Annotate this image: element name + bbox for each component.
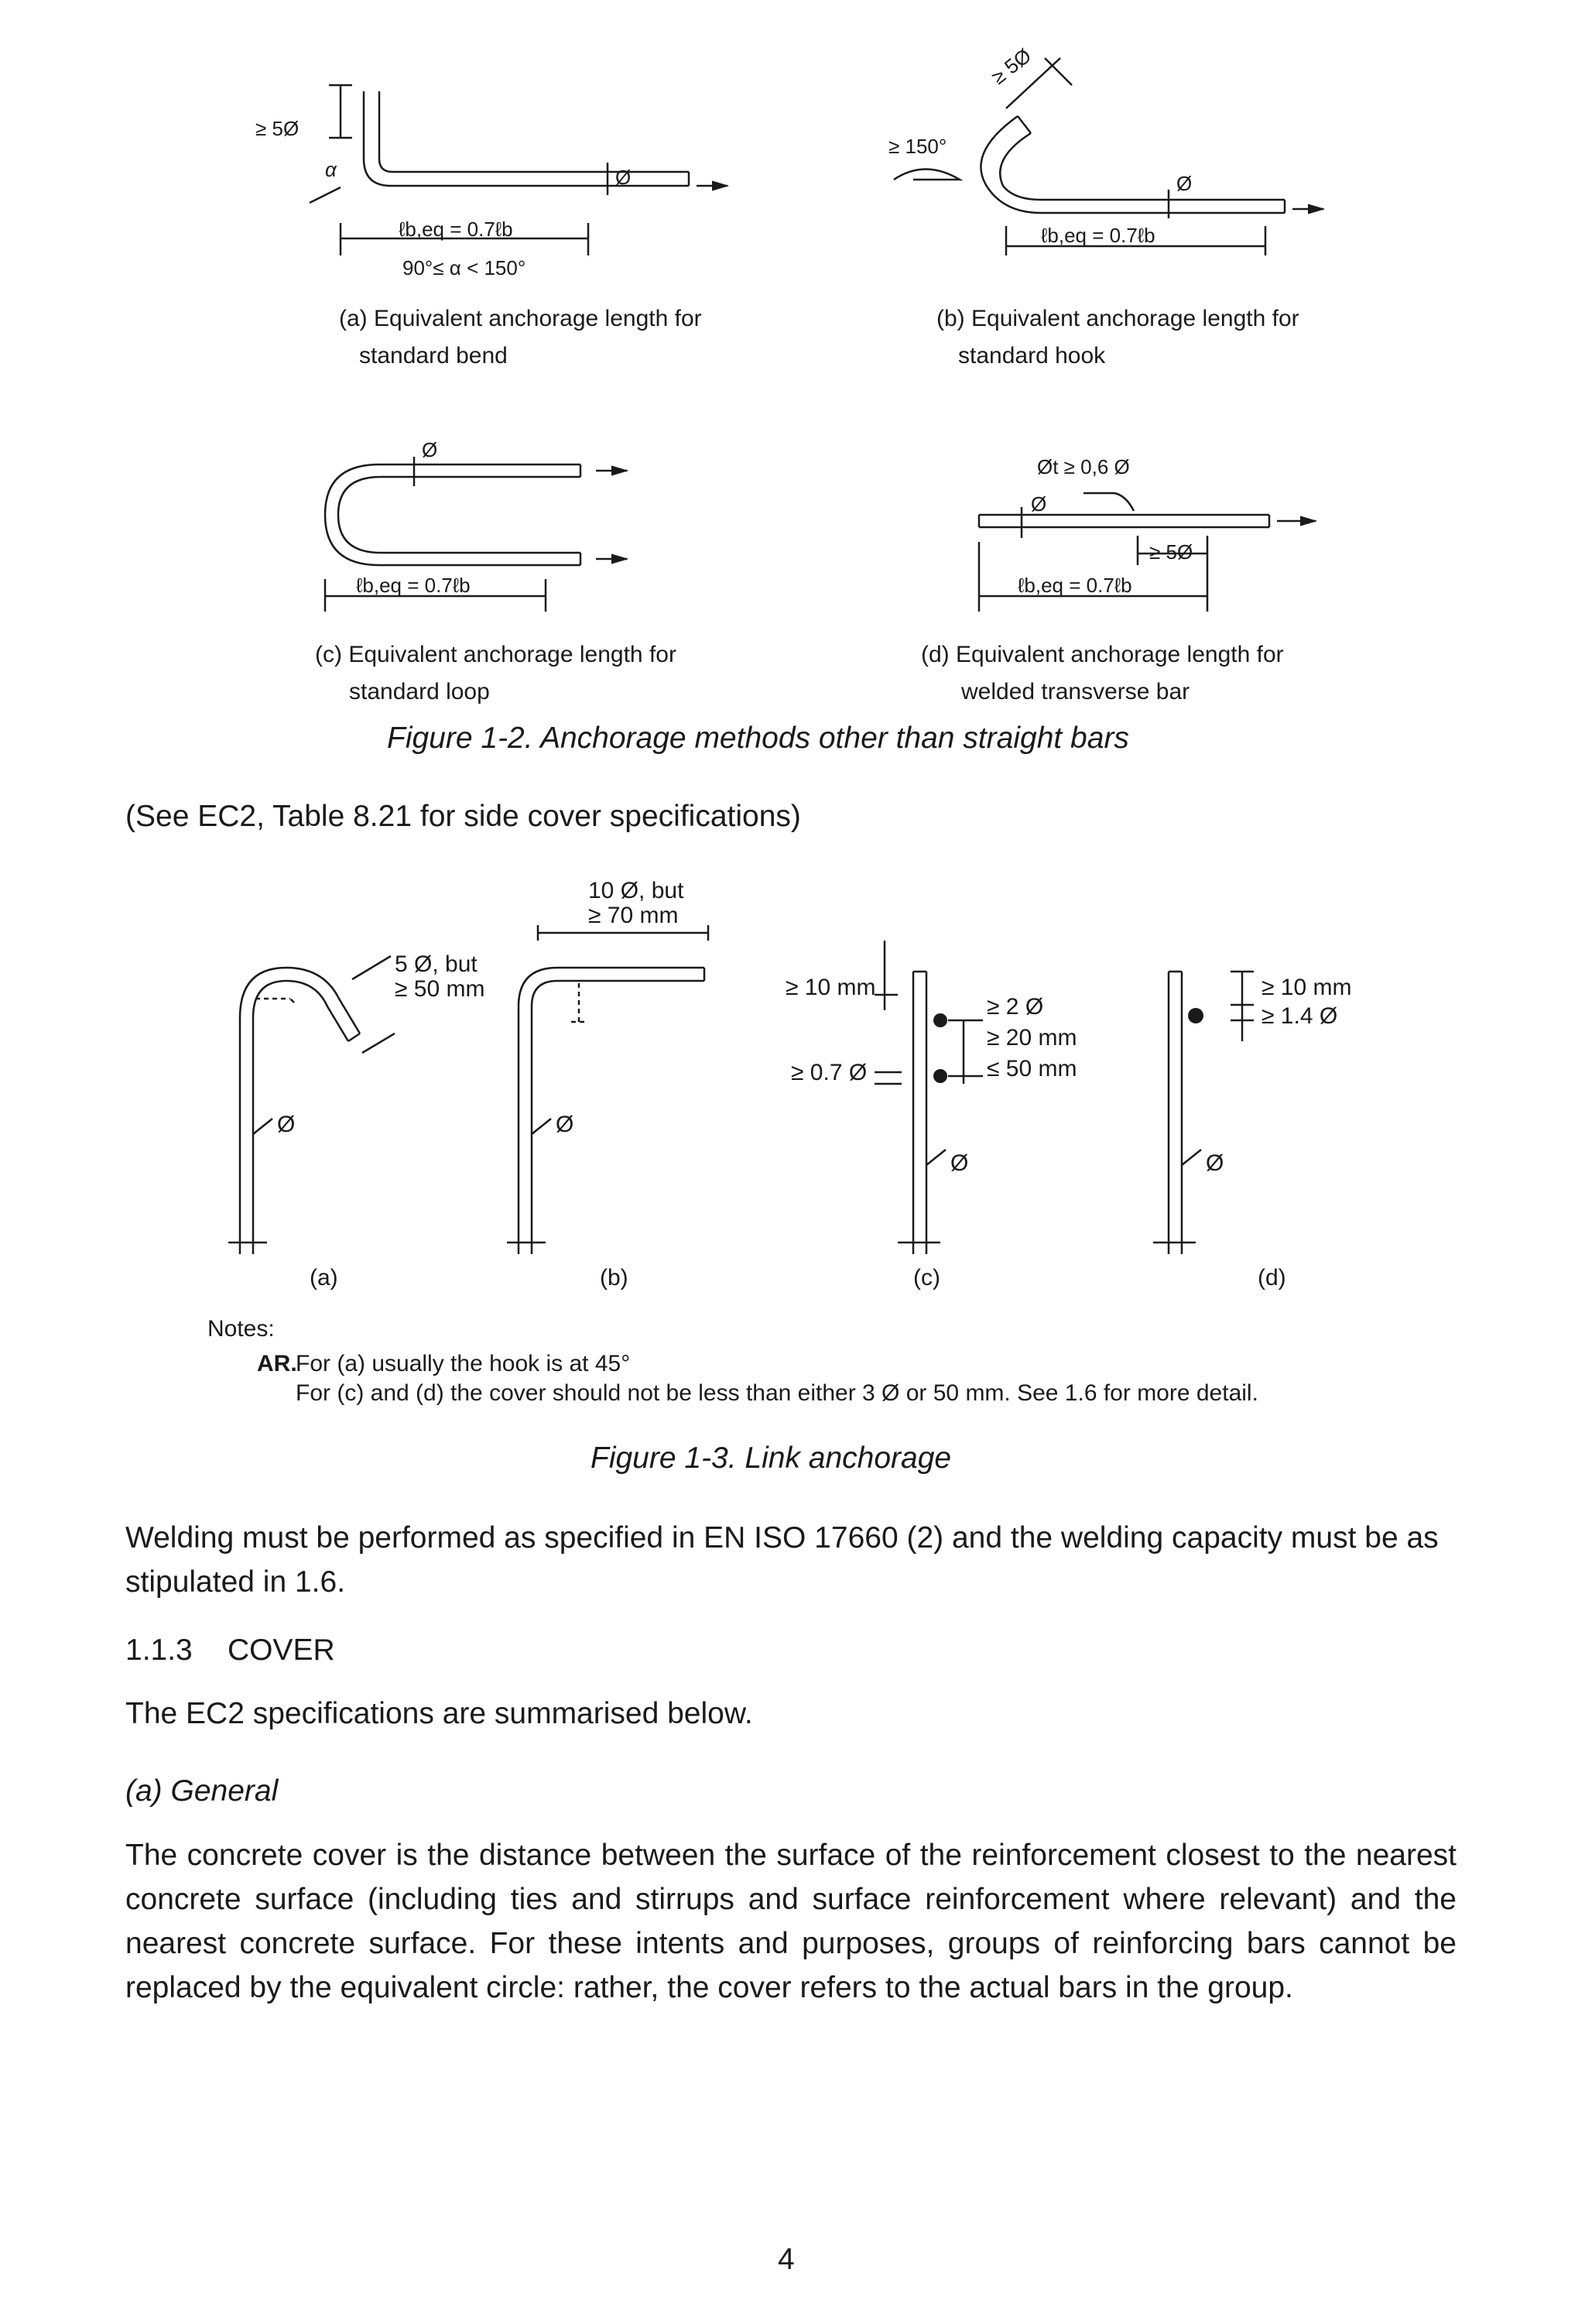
- fig-1-2-a-caption-line1: (a) Equivalent anchorage length for: [339, 306, 702, 331]
- fig-1-2-b-caption: [936, 300, 1299, 375]
- subsection-title: (a) General: [125, 1774, 279, 1808]
- fig-1-3-c-right-3: ≤ 50 mm: [987, 1056, 1077, 1081]
- fig-1-3-title: Figure 1-3. Link anchorage: [591, 1441, 952, 1475]
- fig-1-2-a-min-ext: ≥ 5Ø: [255, 117, 300, 140]
- fig-1-3-c-drawing: [875, 941, 983, 1254]
- note-1: For (a) usually the hook is at 45°: [296, 1351, 631, 1376]
- fig-1-2-d-length: ℓb,eq = 0.7ℓb: [1018, 574, 1132, 597]
- fig-1-3-c-diameter: Ø: [950, 1150, 969, 1176]
- fig-1-3-d-drawing: [1153, 972, 1254, 1254]
- fig-1-2-b-length: ℓb,eq = 0.7ℓb: [1041, 224, 1155, 247]
- fig-1-3-a-diameter: Ø: [277, 1112, 296, 1137]
- fig-1-2-b-diameter: Ø: [1176, 172, 1193, 195]
- fig-1-2-d-min-ext: ≥ 5Ø: [1149, 540, 1193, 564]
- fig-1-2-c-caption-line2: standard loop: [349, 679, 490, 704]
- section-intro: The EC2 specifications are summarised below.: [125, 1697, 753, 1730]
- page-number: 4: [778, 2243, 795, 2276]
- fig-1-3-d-diameter: Ø: [1206, 1150, 1224, 1176]
- fig-1-3-a-ext-2: ≥ 50 mm: [395, 976, 485, 1002]
- notes-block: [257, 1351, 1371, 1407]
- general-paragraph: The concrete cover is the distance between the surface of the reinforcement closest to the nearest concrete surface (including ties and stirrups and surface reinforcement where relevant) and the nearest concrete surface. For these intents and purposes, groups of reinforcing bars cannot be replaced by the equivalent circle: rather, the cover refers to the actual bars in the group.: [125, 1839, 1457, 2004]
- fig-1-2-d-caption-line1: (d) Equivalent anchorage length for: [921, 642, 1284, 667]
- notes-prefix: AR.: [257, 1351, 297, 1376]
- fig-1-2-title: Figure 1-2. Anchorage methods other than straight bars: [387, 722, 1129, 755]
- welding-paragraph: Welding must be performed as specified in EN ISO 17660 (2) and the welding capacity must be as stipulated in 1.6.: [125, 1521, 1439, 1599]
- fig-1-2-d-caption-line2: welded transverse bar: [961, 679, 1190, 704]
- fig-1-2-a-alpha: α: [325, 158, 337, 181]
- fig-1-2-d-transverse: Øt ≥ 0,6 Ø: [1037, 455, 1130, 478]
- fig-1-2-a-caption-line2: standard bend: [359, 343, 508, 368]
- fig-1-3-b-label: (b): [600, 1265, 628, 1291]
- fig-1-3-b-ext-2: ≥ 70 mm: [588, 903, 679, 928]
- note-2: For (c) and (d) the cover should not be less than either 3 Ø or 50 mm. See 1.6 for more detail.: [296, 1380, 1258, 1406]
- fig-1-2-a-angle-range: 90°≤ α < 150°: [402, 256, 526, 279]
- fig-1-2-b-caption-line2: standard hook: [958, 343, 1106, 368]
- fig-1-3-b-ext-1: 10 Ø, but: [588, 878, 684, 903]
- fig-1-3-c-right-1: ≥ 2 Ø: [987, 994, 1044, 1020]
- fig-1-3-d-right-2: ≥ 1.4 Ø: [1261, 1003, 1338, 1029]
- fig-1-2-b-caption-line1: (b) Equivalent anchorage length for: [936, 306, 1299, 331]
- side-cover-note: (See EC2, Table 8.21 for side cover specifications): [125, 800, 801, 833]
- fig-1-3-b-drawing: [507, 925, 708, 1254]
- notes-heading: Notes:: [207, 1316, 275, 1342]
- fig-1-2-a-caption: [339, 300, 702, 375]
- fig-1-2-a-drawing: [310, 85, 727, 255]
- fig-1-3-c-label: (c): [913, 1265, 940, 1291]
- fig-1-3-d-label: (d): [1258, 1265, 1286, 1291]
- fig-1-2-b-angle: ≥ 150°: [888, 135, 947, 158]
- fig-1-3-c-left-bottom: ≥ 0.7 Ø: [791, 1060, 868, 1085]
- section-title: COVER: [228, 1633, 335, 1667]
- fig-1-3-c-right-2: ≥ 20 mm: [987, 1025, 1077, 1051]
- fig-1-2-c-length: ℓb,eq = 0.7ℓb: [356, 574, 471, 597]
- fig-1-3-a-drawing: [228, 956, 395, 1254]
- fig-1-3-d-right-1: ≥ 10 mm: [1261, 975, 1352, 1000]
- fig-1-2-c-caption: [315, 636, 676, 711]
- fig-1-2-a-length: ℓb,eq = 0.7ℓb: [399, 218, 513, 241]
- fig-1-3-c-left-top: ≥ 10 mm: [786, 975, 876, 1000]
- fig-1-2-d-diameter: Ø: [1031, 492, 1047, 516]
- fig-1-3-a-label: (a): [310, 1265, 338, 1291]
- section-heading: [125, 1633, 335, 1668]
- fig-1-2-a-diameter: Ø: [615, 166, 632, 189]
- fig-1-2-b-min-ext: ≥ 5Ø: [987, 43, 1036, 89]
- fig-1-3-a-ext-1: 5 Ø, but: [395, 951, 478, 977]
- fig-1-2-c-diameter: Ø: [422, 438, 438, 461]
- fig-1-2-c-caption-line1: (c) Equivalent anchorage length for: [315, 642, 676, 667]
- section-number: 1.1.3: [125, 1633, 193, 1667]
- fig-1-3-b-diameter: Ø: [556, 1112, 574, 1137]
- fig-1-2-d-caption: [921, 636, 1284, 711]
